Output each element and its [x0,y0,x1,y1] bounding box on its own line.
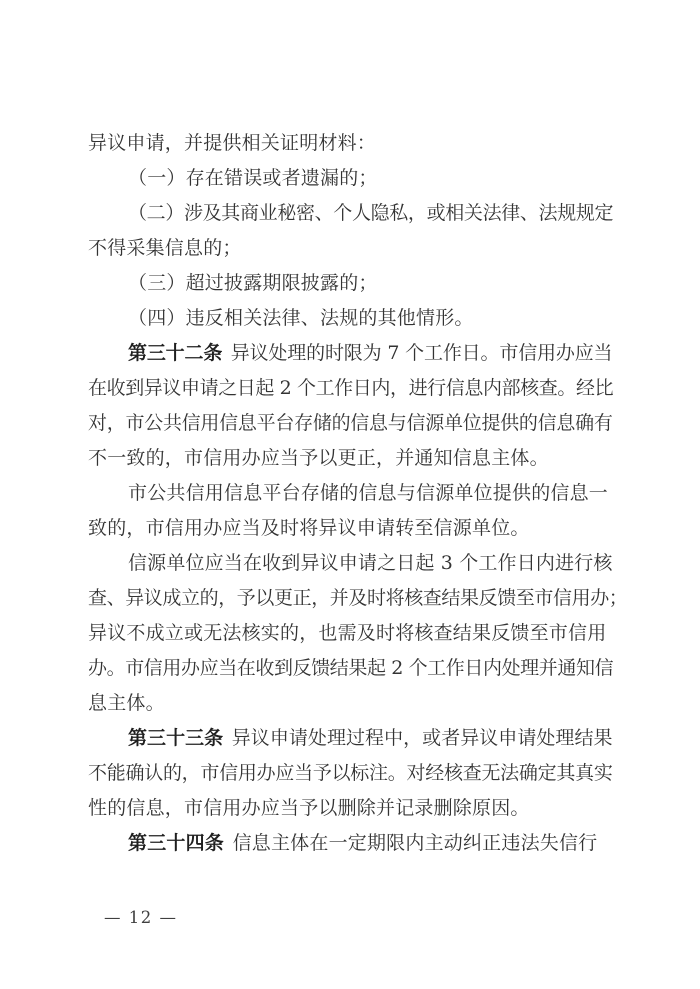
text-line [88,721,613,756]
page-number: — 12 — [104,908,178,927]
text-line: 异议不成立或无法核实的，也需及时将核查结果反馈至市信用 [88,622,607,644]
document-body [88,126,628,861]
text-line: （二）涉及其商业秘密、个人隐私，或相关法律、法规规定 [128,202,614,224]
article-heading: 第三十三条 [128,727,224,749]
text-line: （三）超过披露期限披露的； [128,272,378,294]
text-line: 在收到异议申请之日起 2 个工作日内，进行信息内部核查。经比 [88,377,614,399]
text-line: （一）存在错误或者遗漏的； [128,167,378,189]
text-line: 查、异议成立的，予以更正，并及时将核查结果反馈至市信用办； [88,587,628,609]
text-line: 办。市信用办应当在收到反馈结果起 2 个工作日内处理并通知信 [88,657,614,679]
text-line: 不一致的，市信用办应当予以更正，并通知信息主体。 [88,447,549,469]
text-line [88,826,613,861]
text-line: 致的，市信用办应当及时将异议申请转至信源单位。 [88,517,530,539]
text-line: 信源单位应当在收到异议申请之日起 3 个工作日内进行核 [128,552,613,574]
line-text: 异议申请处理过程中，或者异议申请处理结果 [231,727,613,749]
line-text: 异议处理的时限为 7 个工作日。市信用办应当 [230,342,613,364]
text-line: 不能确认的，市信用办应当予以标注。对经核查无法确定其真实 [88,762,613,784]
line-text: 信息主体在一定期限内主动纠正违法失信行 [232,832,598,854]
text-line: 对，市公共信用信息平台存储的信息与信源单位提供的信息确有 [88,412,613,434]
article-heading: 第三十四条 [128,832,225,854]
text-line: 性的信息，市信用办应当予以删除并记录删除原因。 [88,797,530,819]
text-line: （四）违反相关法律、法规的其他情形。 [128,307,474,329]
text-line: 不得采集信息的； [88,237,242,259]
text-line: 市公共信用信息平台存储的信息与信源单位提供的信息一 [128,482,609,504]
text-line: 异议申请，并提供相关证明材料： [88,132,377,154]
text-line: 息主体。 [88,692,165,714]
article-heading: 第三十二条 [128,342,223,364]
text-line [88,336,613,371]
